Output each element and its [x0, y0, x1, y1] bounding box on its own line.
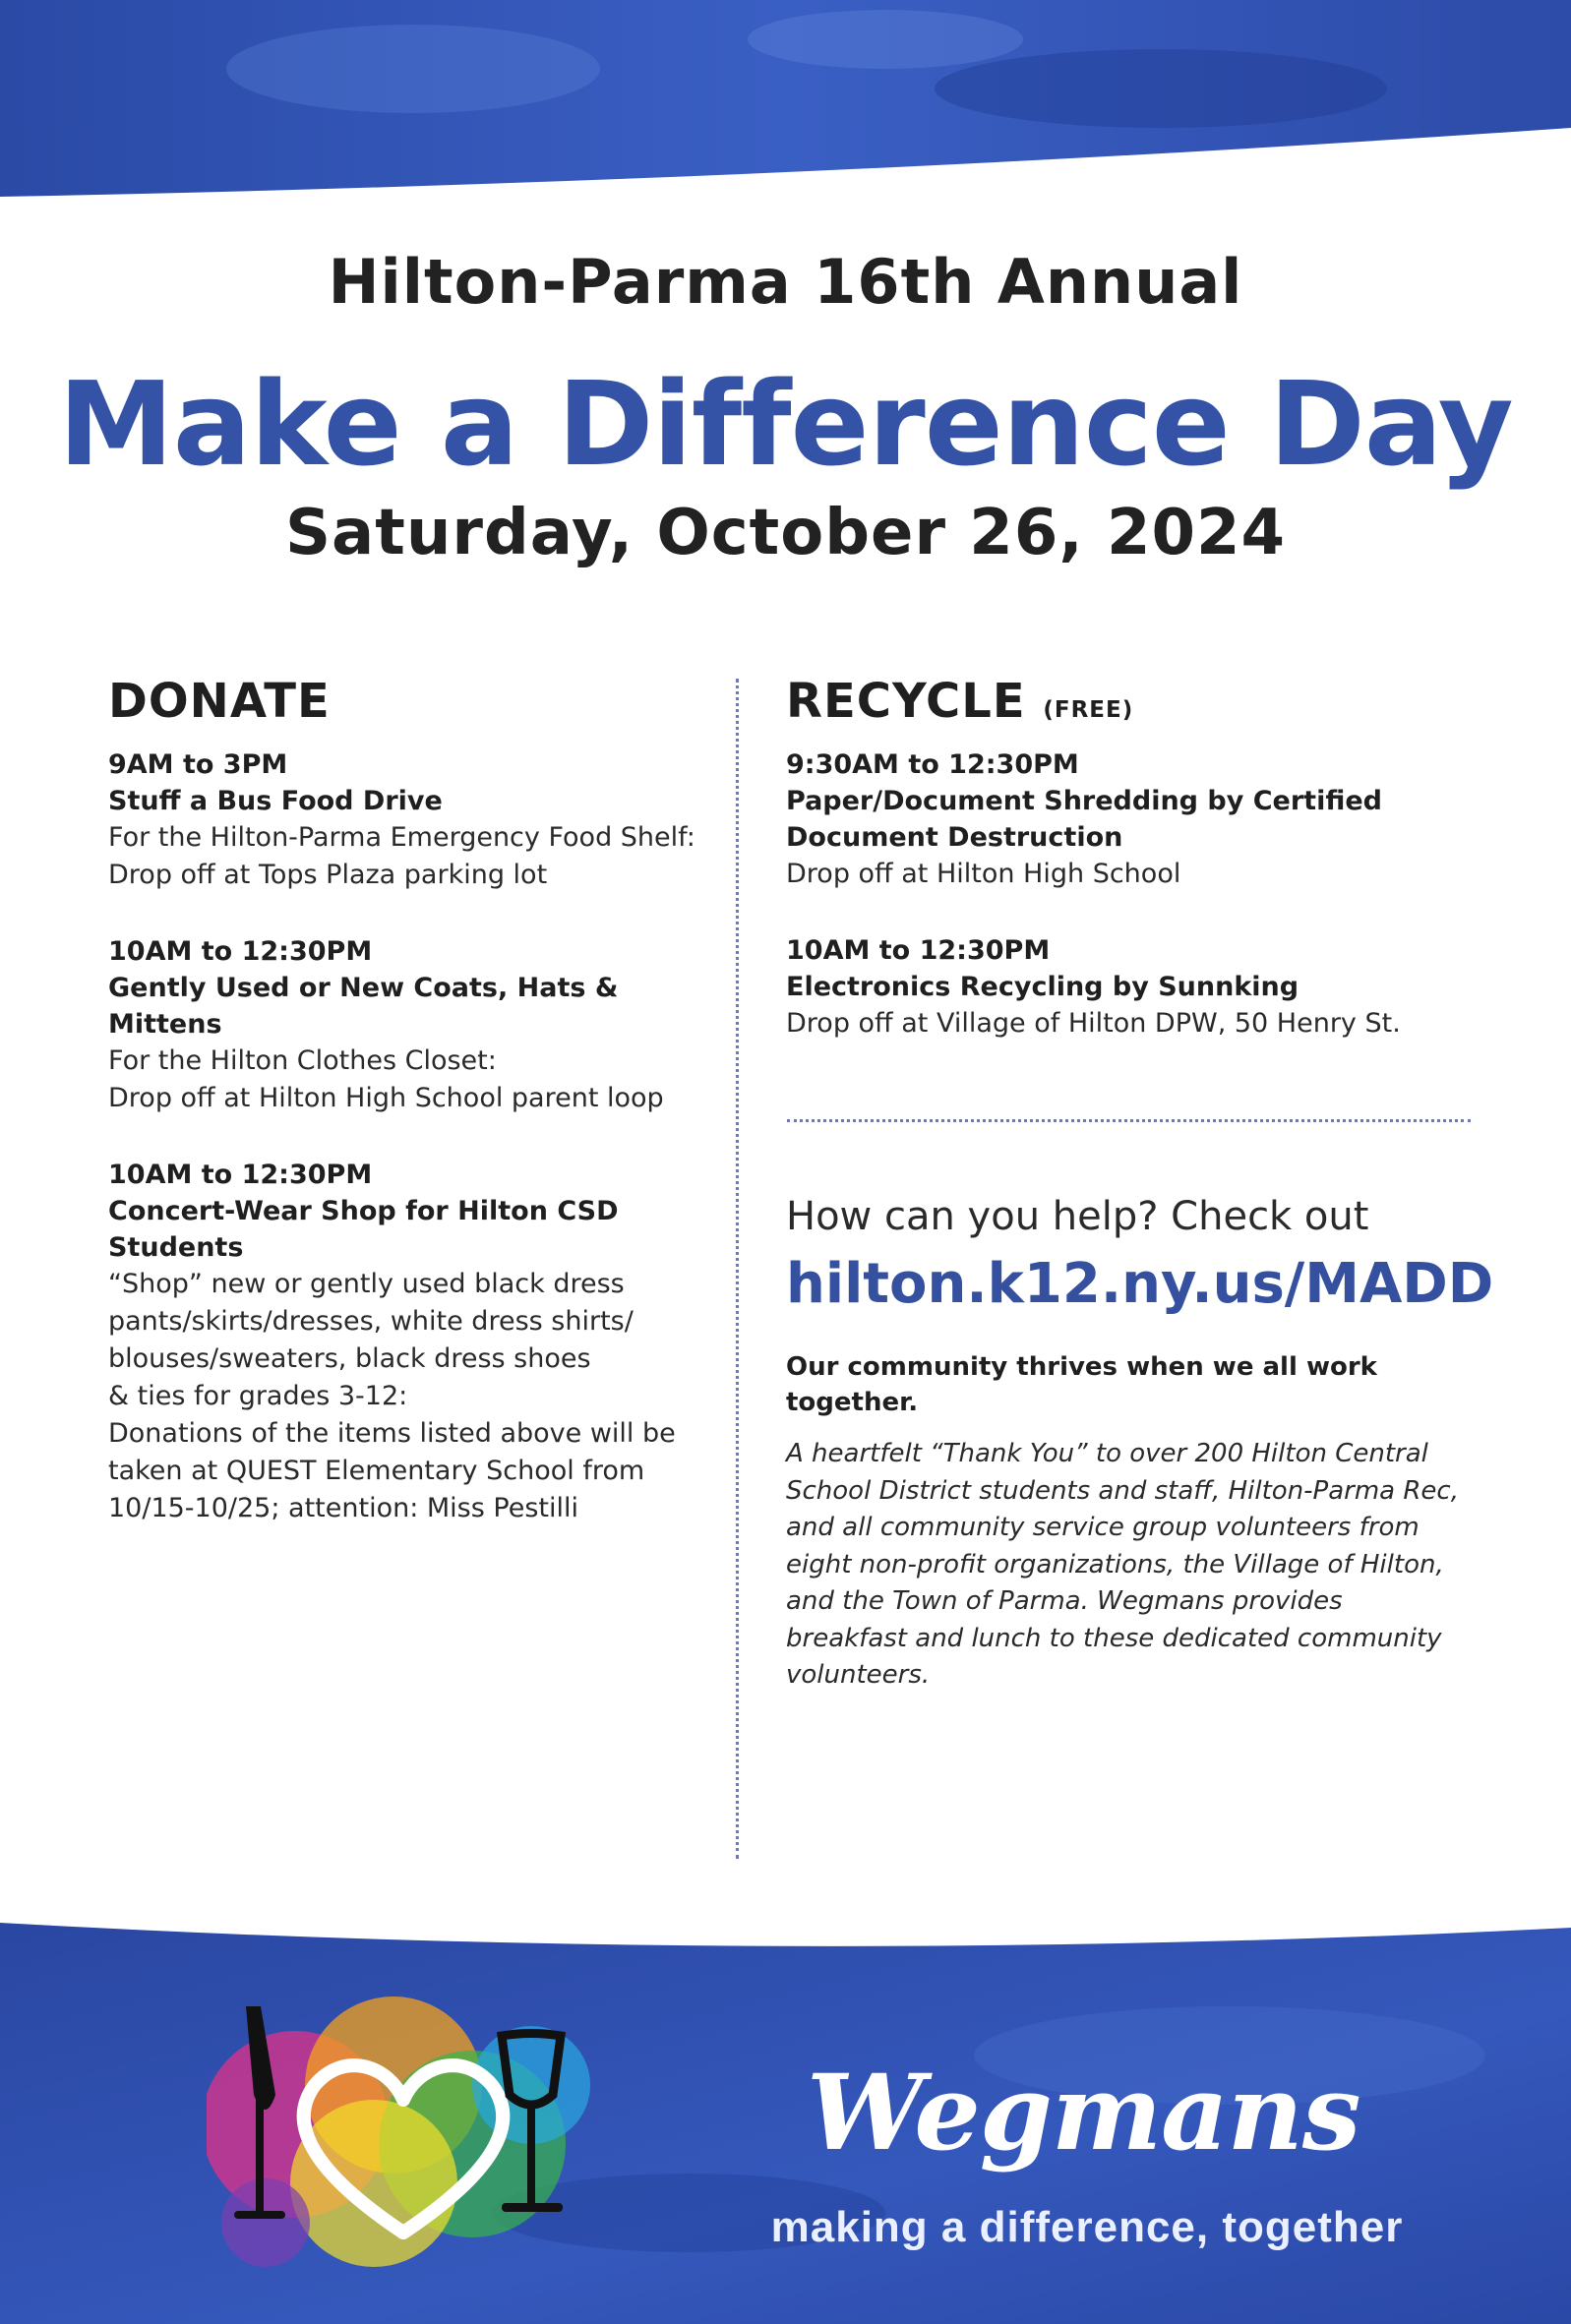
section-divider — [787, 1119, 1471, 1122]
item-body-line: Donations of the items listed above will be — [108, 1418, 676, 1449]
item-body-line: pants/skirts/dresses, white dress shirts/ — [108, 1306, 634, 1337]
pre-title: Hilton-Parma 16th Annual — [328, 246, 1243, 318]
item-title — [108, 970, 718, 1043]
item-description — [108, 1266, 718, 1527]
thanks-line: eight non-profit organizations, the Village of Hilton, — [786, 1549, 1444, 1579]
column-divider — [736, 679, 739, 1859]
item-title — [108, 783, 718, 819]
item-body-line: Drop off at Village of Hilton DPW, 50 Henry St. — [786, 1008, 1401, 1039]
thanks-line: A heartfelt “Thank You” to over 200 Hilton Central — [786, 1439, 1428, 1468]
item-title-line: Electronics Recycling by Sunnking — [786, 972, 1299, 1002]
heart-with-glasses-icon — [207, 1977, 600, 2272]
community-statement: Our community thrives when we all work together. — [786, 1352, 1377, 1417]
item-time: 10AM to 12:30PM — [786, 935, 1051, 966]
item-body-line: & ties for grades 3-12: — [108, 1381, 408, 1411]
thank-you-note — [786, 1436, 1494, 1695]
item-description — [786, 856, 1475, 893]
item-title — [786, 969, 1475, 1005]
item-body-line: Drop off at Tops Plaza parking lot — [108, 860, 548, 890]
item-time: 9AM to 3PM — [108, 749, 288, 780]
item-description — [108, 1043, 718, 1117]
item-time: 9:30AM to 12:30PM — [786, 749, 1079, 780]
item-body-line: For the Hilton Clothes Closet: — [108, 1045, 497, 1076]
item-title — [108, 1193, 718, 1266]
item-body-line: taken at QUEST Elementary School from — [108, 1456, 645, 1486]
donate-section — [108, 674, 718, 1567]
recycle-heading — [786, 674, 1475, 729]
item-title — [786, 783, 1475, 856]
item-title-line: Paper/Document Shredding by Certified — [786, 786, 1382, 816]
item-body-line: Drop off at Hilton High School parent loop — [108, 1083, 664, 1113]
donate-heading: DONATE — [108, 674, 331, 729]
recycle-heading-text: RECYCLE — [786, 674, 1026, 729]
item-body-line: For the Hilton-Parma Emergency Food Shelf: — [108, 822, 695, 853]
thanks-line: and all community service group volunteers from — [786, 1513, 1420, 1542]
item-body-line: Drop off at Hilton High School — [786, 859, 1181, 889]
wegmans-logo: Wegmans — [807, 2051, 1360, 2174]
thanks-line: breakfast and lunch to these dedicated community — [786, 1623, 1442, 1653]
item-description — [786, 1005, 1475, 1043]
recycle-item-shredding — [786, 746, 1475, 893]
help-prompt: How can you help? Check out — [786, 1194, 1369, 1239]
donate-item-food-drive — [108, 746, 718, 894]
donate-item-concert-wear — [108, 1157, 718, 1527]
free-note: (FREE) — [1043, 697, 1134, 723]
help-section — [786, 1190, 1494, 1695]
top-banner — [0, 0, 1571, 216]
event-date: Saturday, October 26, 2024 — [284, 497, 1287, 569]
item-body-line: blouses/sweaters, black dress shoes — [108, 1343, 591, 1374]
madd-link[interactable]: hilton.k12.ny.us/MADD — [786, 1252, 1494, 1316]
item-body-line: “Shop” new or gently used black dress — [108, 1269, 625, 1299]
recycle-section — [786, 674, 1475, 1082]
item-title-line: Stuff a Bus Food Drive — [108, 786, 443, 816]
item-title-line: Concert-Wear Shop for Hilton CSD — [108, 1196, 619, 1226]
item-title-line: Students — [108, 1232, 244, 1263]
item-description — [108, 819, 718, 894]
donate-item-coats — [108, 933, 718, 1117]
item-body-line: 10/15-10/25; attention: Miss Pestilli — [108, 1493, 578, 1523]
tagline: making a difference, together — [770, 2203, 1404, 2251]
item-title-line: Gently Used or New Coats, Hats & Mittens — [108, 973, 619, 1040]
page-title: Make a Difference Day — [58, 356, 1513, 492]
item-time: 10AM to 12:30PM — [108, 1160, 373, 1190]
thanks-line: and the Town of Parma. Wegmans provides — [786, 1586, 1343, 1616]
item-time: 10AM to 12:30PM — [108, 936, 373, 967]
item-title-line: Document Destruction — [786, 822, 1123, 853]
recycle-item-electronics — [786, 932, 1475, 1043]
thanks-line: volunteers. — [786, 1660, 931, 1690]
thanks-line: School District students and staff, Hilton-Parma Rec, — [786, 1475, 1459, 1506]
